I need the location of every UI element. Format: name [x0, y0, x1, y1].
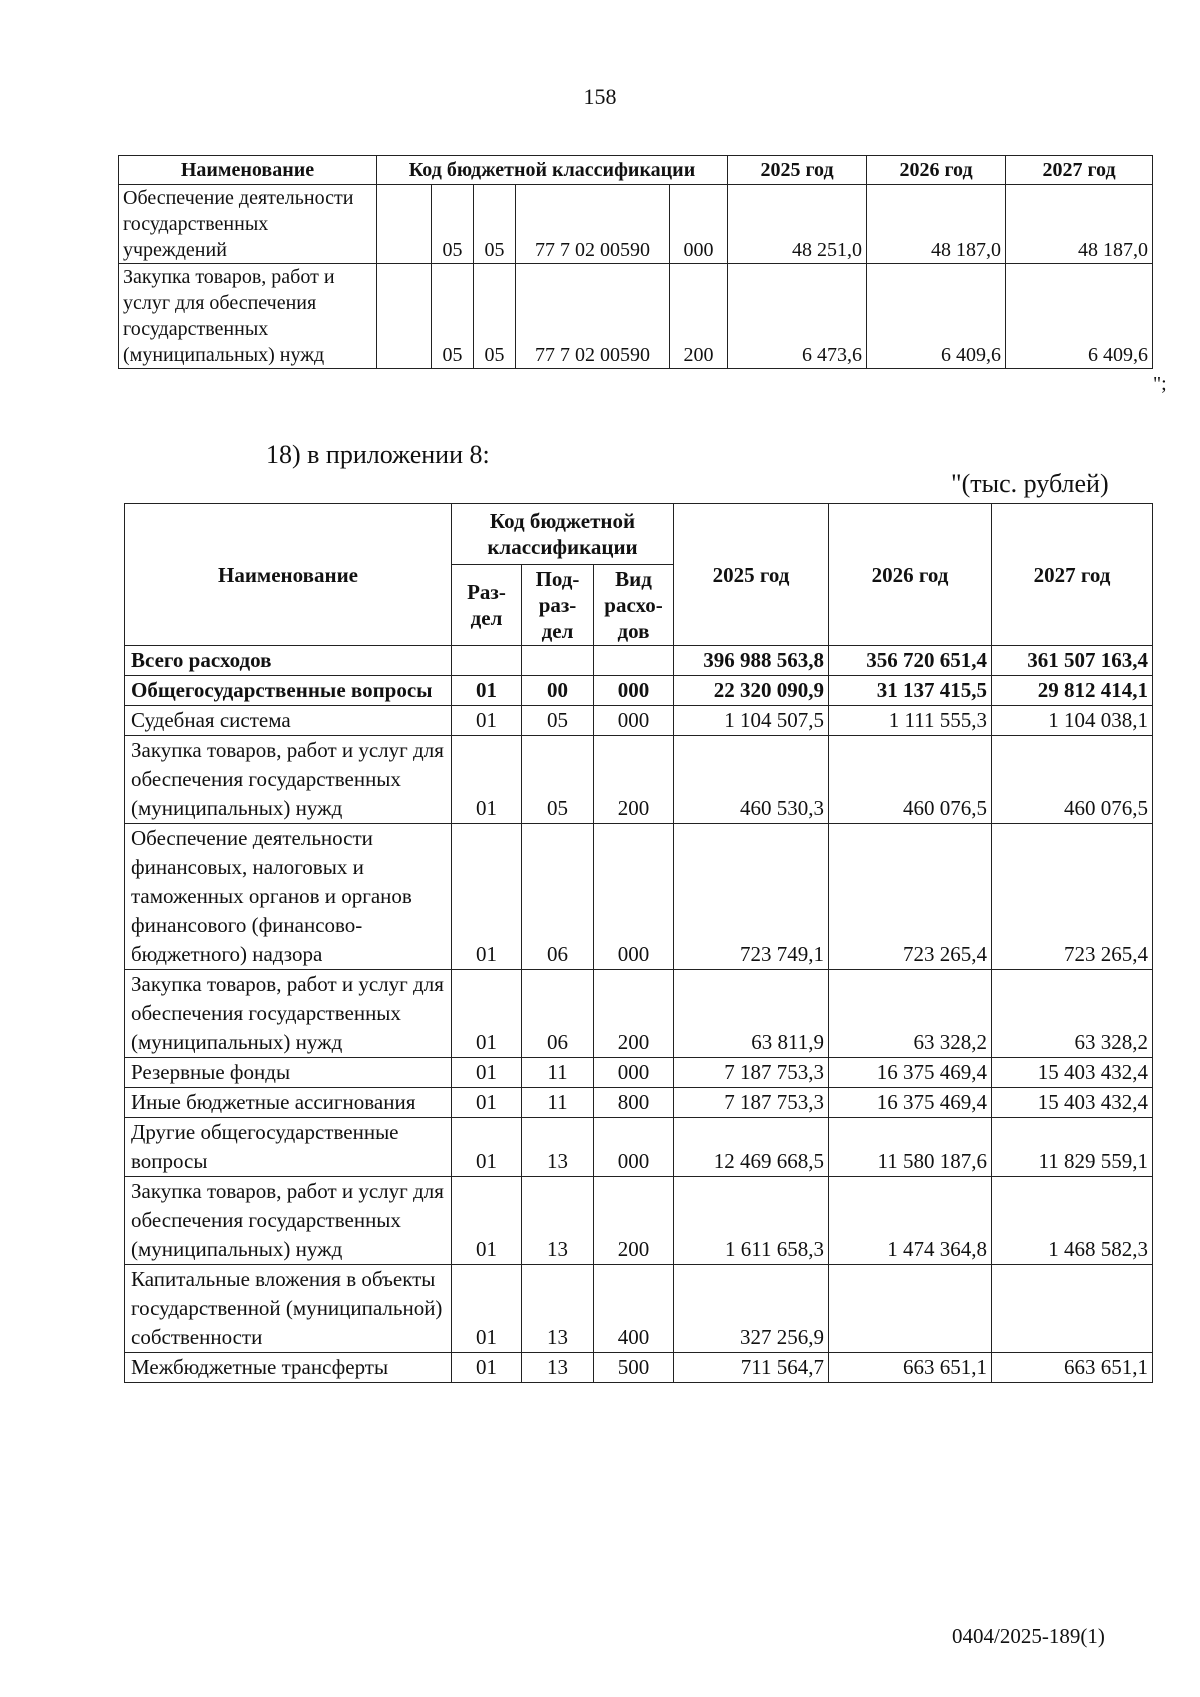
- vid-cell: 000: [594, 824, 674, 970]
- value-2025: 7 187 753,3: [674, 1058, 829, 1088]
- value-2025: 7 187 753,3: [674, 1088, 829, 1118]
- table-row: [125, 1088, 1153, 1118]
- value-2027: 15 403 432,4: [992, 1058, 1153, 1088]
- value-2027: 460 076,5: [992, 736, 1153, 824]
- row-name: Судебная система: [125, 706, 452, 736]
- row-name: Закупка товаров, работ и услуг для обеспечения государственных (муниципальных) нужд: [125, 1177, 452, 1265]
- vid-cell: 800: [594, 1088, 674, 1118]
- podrazdel-cell: [522, 646, 594, 676]
- table-row: [125, 1177, 1153, 1265]
- row-name: Обеспечение деятельности финансовых, налоговых и таможенных органов и органов финансового (финансово-бюджетного) надзора: [125, 824, 452, 970]
- header-vid: Вид расхо- дов: [594, 565, 674, 646]
- unit-label: "(тыс. рублей): [951, 469, 1109, 498]
- row-name: Капитальные вложения в объекты государственной (муниципальной) собственности: [125, 1265, 452, 1353]
- value-2026: 16 375 469,4: [829, 1088, 992, 1118]
- table-header-row: [119, 156, 1153, 185]
- podrazdel-cell: 05: [522, 736, 594, 824]
- razdel-cell: 01: [452, 736, 522, 824]
- podrazdel-cell: 13: [522, 1353, 594, 1383]
- row-name: Межбюджетные трансферты: [125, 1353, 452, 1383]
- razdel-cell: 01: [452, 970, 522, 1058]
- code-cell: [377, 264, 432, 369]
- code-cell: 05: [474, 264, 516, 369]
- header-name: Наименование: [119, 156, 377, 185]
- value-2027: [992, 1265, 1153, 1353]
- table-row: [125, 676, 1153, 706]
- table-row: [125, 1118, 1153, 1177]
- value-2027: 663 651,1: [992, 1353, 1153, 1383]
- header-2027: 2027 год: [992, 504, 1153, 646]
- podrazdel-cell: 13: [522, 1265, 594, 1353]
- value-2025: 723 749,1: [674, 824, 829, 970]
- value-2026: 6 409,6: [867, 264, 1006, 369]
- podrazdel-cell: 06: [522, 970, 594, 1058]
- row-name: Закупка товаров, работ и услуг для обеспечения государственных (муниципальных) нужд: [125, 736, 452, 824]
- annex-heading: 18) в приложении 8:: [266, 440, 490, 469]
- podrazdel-cell: 11: [522, 1088, 594, 1118]
- closing-quote-mark: ";: [1153, 373, 1167, 395]
- header-name: Наименование: [125, 504, 452, 646]
- value-2025: 460 530,3: [674, 736, 829, 824]
- razdel-cell: 01: [452, 1353, 522, 1383]
- vid-cell: 000: [594, 706, 674, 736]
- value-2026: 1 474 364,8: [829, 1177, 992, 1265]
- value-2025: 711 564,7: [674, 1353, 829, 1383]
- value-2025: 48 251,0: [728, 185, 867, 264]
- value-2026: 1 111 555,3: [829, 706, 992, 736]
- header-2025: 2025 год: [674, 504, 829, 646]
- podrazdel-cell: 06: [522, 824, 594, 970]
- table-row: [125, 706, 1153, 736]
- razdel-cell: 01: [452, 824, 522, 970]
- razdel-cell: 01: [452, 676, 522, 706]
- table-row: [125, 1265, 1153, 1353]
- budget-table-continuation: [118, 155, 1153, 369]
- value-2026: 63 328,2: [829, 970, 992, 1058]
- header-code-group: Код бюджетной классификации: [452, 504, 674, 565]
- row-name: Иные бюджетные ассигнования: [125, 1088, 452, 1118]
- value-2027: 63 328,2: [992, 970, 1153, 1058]
- budget-table-annex-8: [124, 503, 1153, 1383]
- razdel-cell: [452, 646, 522, 676]
- value-2025: 63 811,9: [674, 970, 829, 1058]
- row-name: Другие общегосударственные вопросы: [125, 1118, 452, 1177]
- header-razdel: Раз- дел: [452, 565, 522, 646]
- header-2026: 2026 год: [867, 156, 1006, 185]
- header-2026: 2026 год: [829, 504, 992, 646]
- table-row: [119, 264, 1153, 369]
- podrazdel-cell: 00: [522, 676, 594, 706]
- value-2026: 460 076,5: [829, 736, 992, 824]
- row-name: Обеспечение деятельности государственных учреждений: [119, 185, 377, 264]
- value-2026: 11 580 187,6: [829, 1118, 992, 1177]
- vid-cell: 200: [594, 970, 674, 1058]
- value-2027: 29 812 414,1: [992, 676, 1153, 706]
- value-2026: 48 187,0: [867, 185, 1006, 264]
- table-row: [125, 970, 1153, 1058]
- value-2027: 361 507 163,4: [992, 646, 1153, 676]
- value-2027: 48 187,0: [1006, 185, 1153, 264]
- header-2027: 2027 год: [1006, 156, 1153, 185]
- podrazdel-cell: 13: [522, 1118, 594, 1177]
- value-2026: 16 375 469,4: [829, 1058, 992, 1088]
- razdel-cell: 01: [452, 1177, 522, 1265]
- value-2027: 11 829 559,1: [992, 1118, 1153, 1177]
- table-row: [125, 1353, 1153, 1383]
- code-cell: 05: [432, 185, 474, 264]
- row-name: Закупка товаров, работ и услуг для обеспечения государственных (муниципальных) нужд: [119, 264, 377, 369]
- razdel-cell: 01: [452, 1058, 522, 1088]
- code-cell: 000: [670, 185, 728, 264]
- value-2027: 15 403 432,4: [992, 1088, 1153, 1118]
- value-2025: 327 256,9: [674, 1265, 829, 1353]
- value-2025: 396 988 563,8: [674, 646, 829, 676]
- podrazdel-cell: 05: [522, 706, 594, 736]
- vid-cell: 000: [594, 676, 674, 706]
- header-2025: 2025 год: [728, 156, 867, 185]
- code-cell: [377, 185, 432, 264]
- value-2027: 1 104 038,1: [992, 706, 1153, 736]
- table-row: [119, 185, 1153, 264]
- value-2027: 1 468 582,3: [992, 1177, 1153, 1265]
- code-cell: 77 7 02 00590: [516, 264, 670, 369]
- podrazdel-cell: 13: [522, 1177, 594, 1265]
- value-2025: 12 469 668,5: [674, 1118, 829, 1177]
- razdel-cell: 01: [452, 706, 522, 736]
- value-2026: [829, 1265, 992, 1353]
- row-name: Всего расходов: [125, 646, 452, 676]
- value-2025: 1 104 507,5: [674, 706, 829, 736]
- vid-cell: 200: [594, 736, 674, 824]
- page-number: 158: [583, 84, 617, 109]
- code-cell: 05: [474, 185, 516, 264]
- header-code: Код бюджетной классификации: [377, 156, 728, 185]
- value-2027: 723 265,4: [992, 824, 1153, 970]
- value-2026: 663 651,1: [829, 1353, 992, 1383]
- vid-cell: 200: [594, 1177, 674, 1265]
- vid-cell: 400: [594, 1265, 674, 1353]
- value-2027: 6 409,6: [1006, 264, 1153, 369]
- vid-cell: 000: [594, 1058, 674, 1088]
- value-2025: 22 320 090,9: [674, 676, 829, 706]
- document-reference: 0404/2025-189(1): [952, 1624, 1105, 1648]
- table-row: [125, 1058, 1153, 1088]
- razdel-cell: 01: [452, 1265, 522, 1353]
- value-2025: 6 473,6: [728, 264, 867, 369]
- code-cell: 05: [432, 264, 474, 369]
- row-name: Закупка товаров, работ и услуг для обеспечения государственных (муниципальных) нужд: [125, 970, 452, 1058]
- table-row: [125, 824, 1153, 970]
- table-header-row: [125, 504, 1153, 565]
- value-2026: 31 137 415,5: [829, 676, 992, 706]
- razdel-cell: 01: [452, 1118, 522, 1177]
- code-cell: 200: [670, 264, 728, 369]
- razdel-cell: 01: [452, 1088, 522, 1118]
- row-name: Общегосударственные вопросы: [125, 676, 452, 706]
- table-row: [125, 646, 1153, 676]
- vid-cell: 500: [594, 1353, 674, 1383]
- podrazdel-cell: 11: [522, 1058, 594, 1088]
- value-2025: 1 611 658,3: [674, 1177, 829, 1265]
- row-name: Резервные фонды: [125, 1058, 452, 1088]
- vid-cell: 000: [594, 1118, 674, 1177]
- vid-cell: [594, 646, 674, 676]
- code-cell: 77 7 02 00590: [516, 185, 670, 264]
- table-row: [125, 736, 1153, 824]
- value-2026: 356 720 651,4: [829, 646, 992, 676]
- value-2026: 723 265,4: [829, 824, 992, 970]
- header-podrazdel: Под- раз- дел: [522, 565, 594, 646]
